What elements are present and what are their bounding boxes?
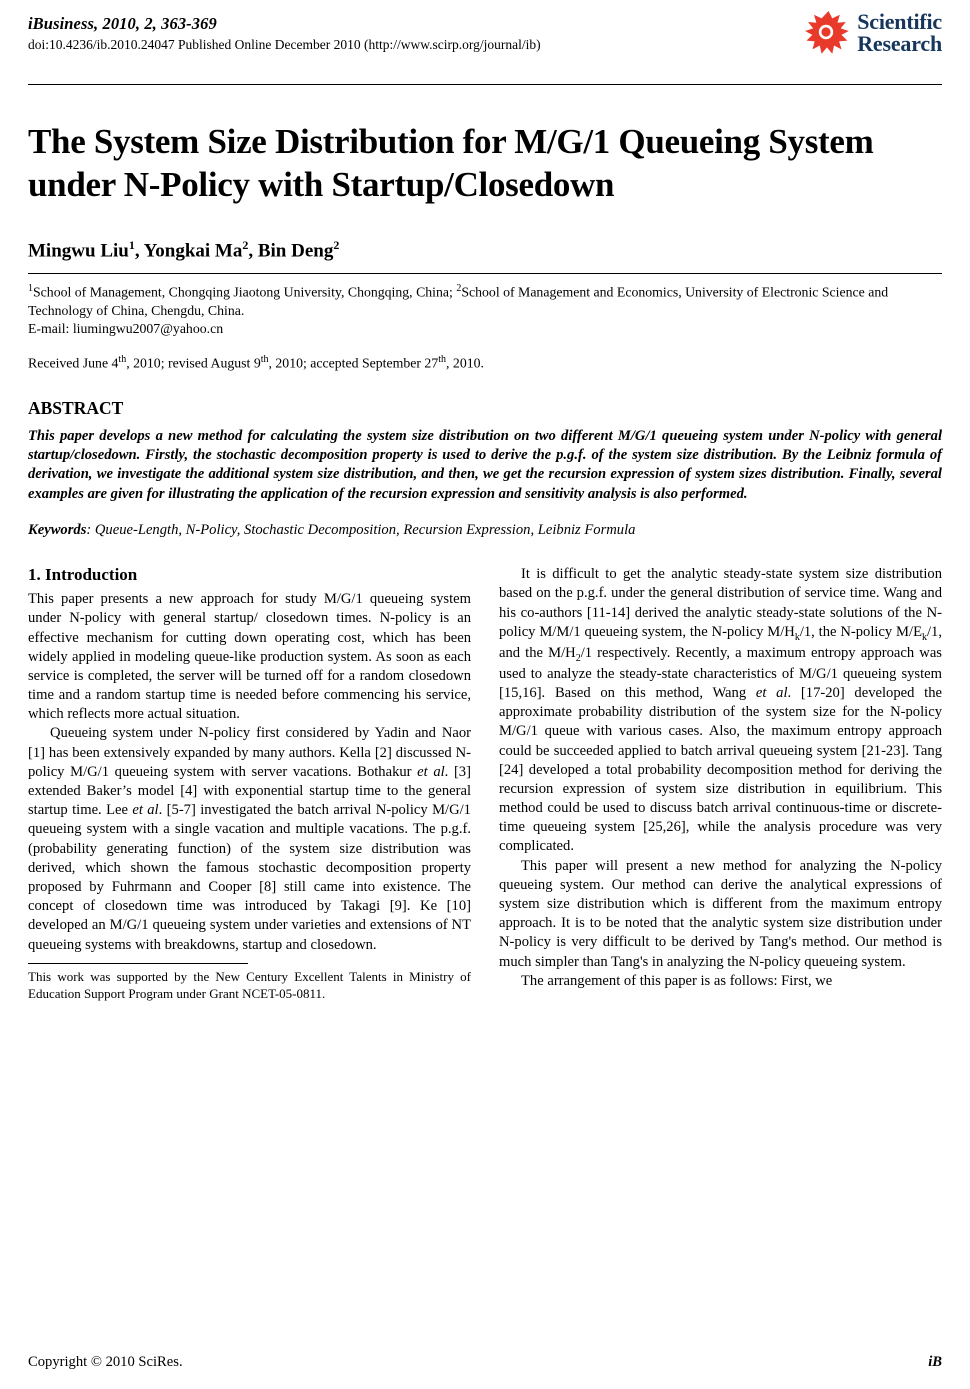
section-heading-introduction: 1. Introduction <box>28 565 138 585</box>
doi-line: doi:10.4236/ib.2010.24047 Published Online December 2010 (http://www.scirp.org/journal/ib) <box>28 37 541 52</box>
footnote-divider <box>28 963 248 964</box>
publisher-name <box>857 11 942 55</box>
body-columns <box>28 565 942 1002</box>
page-footer <box>28 1354 942 1371</box>
paragraph: The arrangement of this paper is as follows: First, we <box>521 972 833 989</box>
paragraph: Queueing system under N-policy first considered by Yadin and Naor [1] has been extensively expanded by many authors. Kella [2] discussed N-policy M/G/1 queueing system with server vacations. Bothakur et al. [3] extended Baker’s model [4] with exponential startup time to the general startup time. Lee et al. [5-7] investigated the batch arrival N-policy M/G/1 queueing system with a single vacation and multiple vacations. The p.g.f. (probability generating function) of the system size distribution was derived, which shown the famous stochastic decomposition property proposed by Fuhrmann and Cooper [8] still came into existence. The concept of closedown time was introduced by Takagi [9]. Ke [10] developed an M/G/1 queueing system under varieties and extensions of NT queueing systems with breakdowns, startup and closedown. <box>28 725 471 953</box>
page-title: The System Size Distribution for M/G/1 Queueing System under N-Policy with Startup/Closedown <box>28 122 874 204</box>
footnote-text: This work was supported by the New Century Excellent Talents in Ministry of Education Support Program under Grant NCET-05-0811. <box>28 968 471 1001</box>
paragraph: This paper will present a new method for analyzing the N-policy queueing system. Our method can derive the analytical expressions of system size distribution which is different from the maximum entropy approach. It is to be noted that the analytic system size distribution under N-policy is very difficult to be derived by Tang's method. Our method is much simpler than Tang's in analyzing the N-policy queueing system. <box>499 857 942 970</box>
journal-volume-pages: , 2010, 2, 363-369 <box>94 14 217 33</box>
publisher-name-line1: Scientific <box>857 9 942 34</box>
keywords-label: Keywords <box>28 522 87 539</box>
publisher-logo <box>804 10 942 56</box>
right-column <box>499 565 942 1002</box>
contact-email: E-mail: liumingwu2007@yahoo.cn <box>28 320 224 336</box>
abstract-heading: ABSTRACT <box>28 397 124 418</box>
keywords <box>28 522 942 539</box>
left-column <box>28 565 471 1002</box>
affiliation: $^1$School of Management, Chongqing Jiaotong University, Chongqing, China; $^2$School of Management and Economics, University of Electronic Science and Technology of China, Chengdu, China. <box>28 282 889 318</box>
abstract-text: This paper develops a new method for calculating the system size distribution on two different M/G/1 queueing system under N-policy with general startup/closedown. Firstly, the stochastic decomposition property is used to derive the p.g.f. of the system size distribution. By the Leibniz formula of derivation, we investigate the additional system size distribution, and then, we get the recursion expression of system sizes distribution. Finally, several examples are given for illustrating the application of the recursion expression and sensitivity analysis is also performed. <box>28 427 942 502</box>
paragraph: This paper presents a new approach for study M/G/1 queueing system under N-policy with general startup/ closedown times. N-policy is an effective mechanism for cutting down operating cost, which has been widely applied in modeling queue-like production system. As soon as each service is completed, the server will be turned off for a random closedown time and a random startup time is needed before commencing his service, which reflects more actual situation. <box>28 591 471 723</box>
journal-name: iBusiness <box>28 14 95 33</box>
masthead <box>28 9 942 70</box>
keywords-value: : Queue-Length, N-Policy, Stochastic Decomposition, Recursion Expression, Leibniz Formula <box>86 522 636 539</box>
author-divider <box>28 273 942 274</box>
publisher-name-line2: Research <box>857 31 942 56</box>
received-dates: Received June 4th, 2010; revised August 9th, 2010; accepted September 27th, 2010. <box>28 353 484 371</box>
header-divider <box>28 84 942 85</box>
author-list: Mingwu Liu$^1$, Yongkai Ma$^2$, Bin Deng$^2$ <box>28 238 340 262</box>
paragraph: It is difficult to get the analytic steady-state system size distribution based on the p.g.f. under the general distribution of service time. Wang and his co-authors [11-14] derived the analytic steady-state solutions of the N-policy M/M/1 queueing system, the N-policy $M/H_k/1$, the N-policy $M/E_k/1$, and the $M/H_2/1$ respectively. Recently, a maximum entropy approach was used to analyze the steady-state characteristics of M/G/1 queueing system [15,16]. Based on this method, Wang et al. [17-20] developed the approximate probability distribution of the system size for the N-policy M/G/1 queue with various cases. Also, the maximum entropy approach could be succeeded applied to batch arrival queueing system [21-23]. Tang [24] developed a total probability decomposition method for deriving the recursion expression of system size distribution in equilibrium. This method could be used to discuss batch arrival continuous-time or discrete-time queueing system [25,26], while the analysis procedure was very complicated. <box>499 566 942 855</box>
scientific-research-burst-icon <box>804 10 850 56</box>
copyright-text: Copyright © 2010 SciRes. <box>28 1354 183 1370</box>
journal-abbreviation: iB <box>928 1354 942 1370</box>
